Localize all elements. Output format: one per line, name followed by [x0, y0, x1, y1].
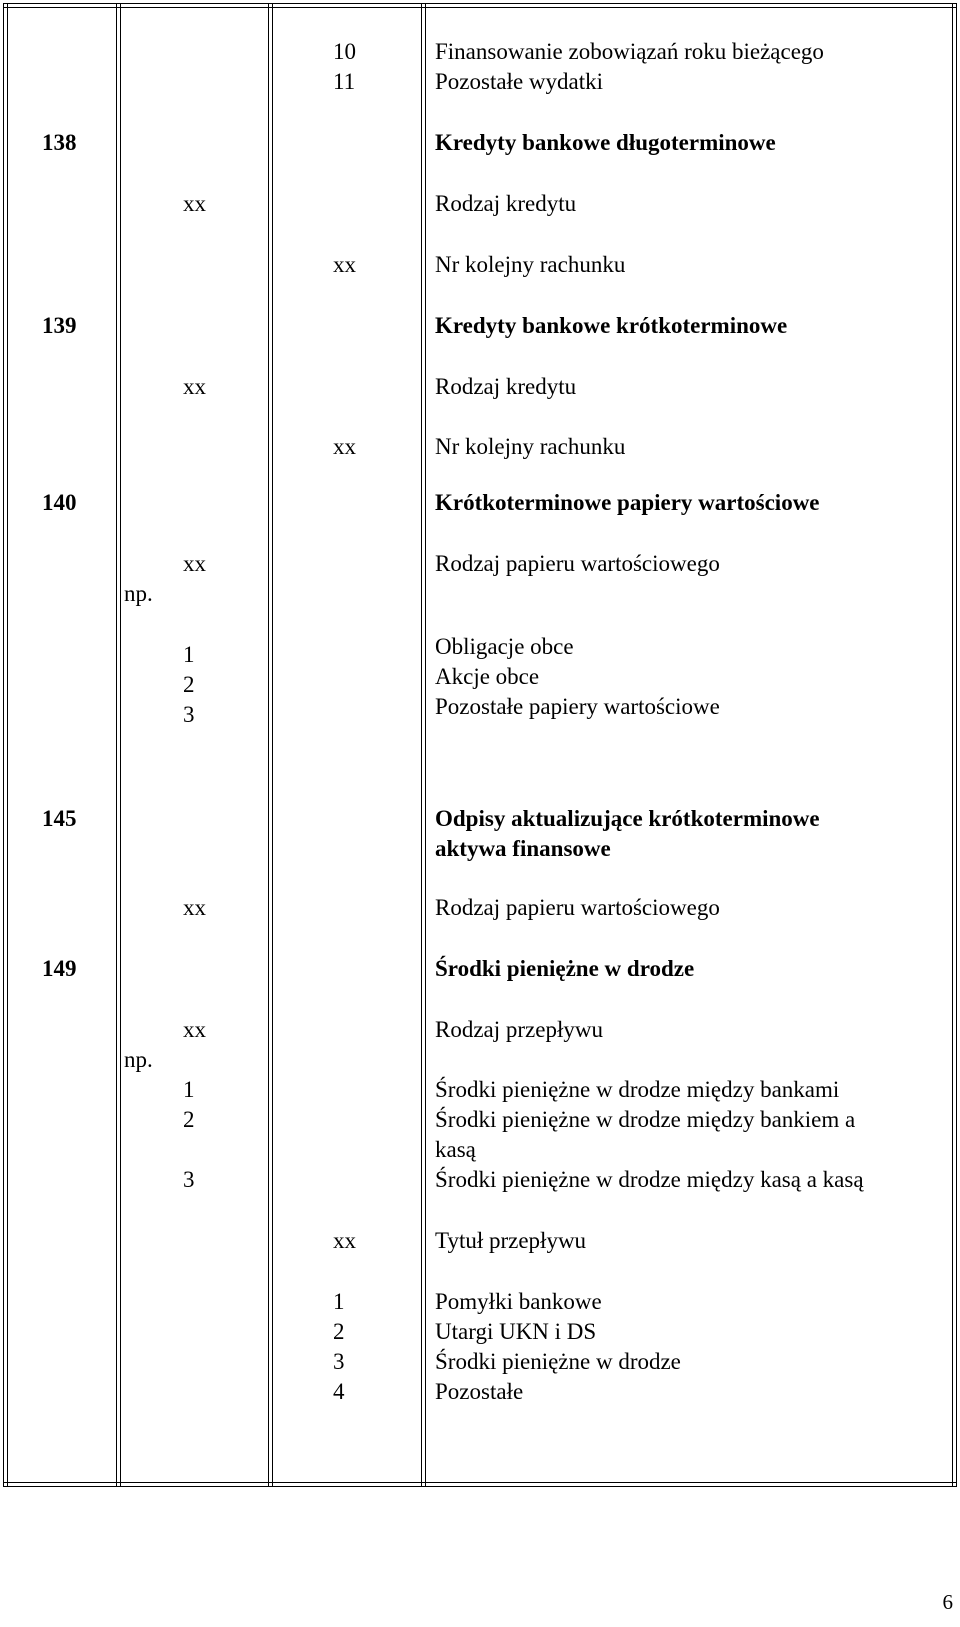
- account-149-level3-item-1-code: 1: [333, 1289, 345, 1314]
- account-149-level3-item-1-label: Pomyłki bankowe: [435, 1289, 602, 1314]
- account-149-level3-item-3-label: Środki pieniężne w drodze: [435, 1349, 681, 1374]
- account-149-level3-label: Tytuł przepływu: [435, 1228, 587, 1253]
- account-149-item-1-code: 1: [183, 1077, 195, 1102]
- account-139-code: 139: [42, 313, 77, 338]
- account-149-level3-item-2-label: Utargi UKN i DS: [435, 1319, 597, 1344]
- account-149-example-marker: np.: [124, 1047, 153, 1072]
- account-139-level3-code: xx: [333, 434, 356, 459]
- account-139-level2-label: Rodzaj kredytu: [435, 374, 577, 399]
- account-145-title-line1: Odpisy aktualizujące krótkoterminowe: [435, 806, 820, 831]
- code-11: 11: [333, 69, 356, 94]
- account-149-item-3-code: 3: [183, 1167, 195, 1192]
- label-10: Finansowanie zobowiązań roku bieżącego: [435, 39, 824, 64]
- account-149-level2-label: Rodzaj przepływu: [435, 1017, 603, 1042]
- account-145-level2-code: xx: [183, 895, 206, 920]
- account-140-code: 140: [42, 490, 77, 515]
- page-number: 6: [942, 1590, 953, 1614]
- account-138-level2-label: Rodzaj kredytu: [435, 191, 577, 216]
- account-140-item-2-code: 2: [183, 672, 195, 697]
- account-149-level3-item-4-code: 4: [333, 1379, 345, 1404]
- account-149-item-2-label: Środki pieniężne w drodze między bankiem a: [435, 1107, 856, 1132]
- account-149-title: Środki pieniężne w drodze: [435, 956, 695, 981]
- account-149-item-1-label: Środki pieniężne w drodze między bankami: [435, 1077, 840, 1102]
- account-149-level3-item-2-code: 2: [333, 1319, 345, 1344]
- account-138-level3-label: Nr kolejny rachunku: [435, 252, 626, 277]
- account-149-item-2-code: 2: [183, 1107, 195, 1132]
- account-149-level3-item-3-code: 3: [333, 1349, 345, 1374]
- account-138-title: Kredyty bankowe długoterminowe: [435, 130, 776, 155]
- account-145-level2-label: Rodzaj papieru wartościowego: [435, 895, 720, 920]
- account-140-item-1-code: 1: [183, 642, 195, 667]
- account-149-code: 149: [42, 956, 77, 981]
- account-149-level3-code: xx: [333, 1228, 356, 1253]
- account-140-level2-code: xx: [183, 551, 206, 576]
- account-139-title: Kredyty bankowe krótkoterminowe: [435, 313, 788, 338]
- account-145-title-line2: aktywa finansowe: [435, 836, 611, 861]
- account-140-item-2-label: Akcje obce: [435, 664, 540, 689]
- account-149-level3-item-4-label: Pozostałe: [435, 1379, 524, 1404]
- account-140-item-3-code: 3: [183, 702, 195, 727]
- account-149-item-2-label-continued: kasą: [435, 1137, 476, 1162]
- account-145-code: 145: [42, 806, 77, 831]
- account-138-code: 138: [42, 130, 77, 155]
- account-140-item-3-label: Pozostałe papiery wartościowe: [435, 694, 720, 719]
- account-140-title: Krótkoterminowe papiery wartościowe: [435, 490, 820, 515]
- account-149-item-3-label: Środki pieniężne w drodze między kasą a kasą: [435, 1167, 864, 1192]
- code-10: 10: [333, 39, 356, 64]
- label-11: Pozostałe wydatki: [435, 69, 603, 94]
- account-140-example-marker: np.: [124, 581, 153, 606]
- account-139-level2-code: xx: [183, 374, 206, 399]
- account-139-level3-label: Nr kolejny rachunku: [435, 434, 626, 459]
- account-138-level2-code: xx: [183, 191, 206, 216]
- account-138-level3-code: xx: [333, 252, 356, 277]
- account-140-item-1-label: Obligacje obce: [435, 634, 574, 659]
- account-140-level2-label: Rodzaj papieru wartościowego: [435, 551, 720, 576]
- account-149-level2-code: xx: [183, 1017, 206, 1042]
